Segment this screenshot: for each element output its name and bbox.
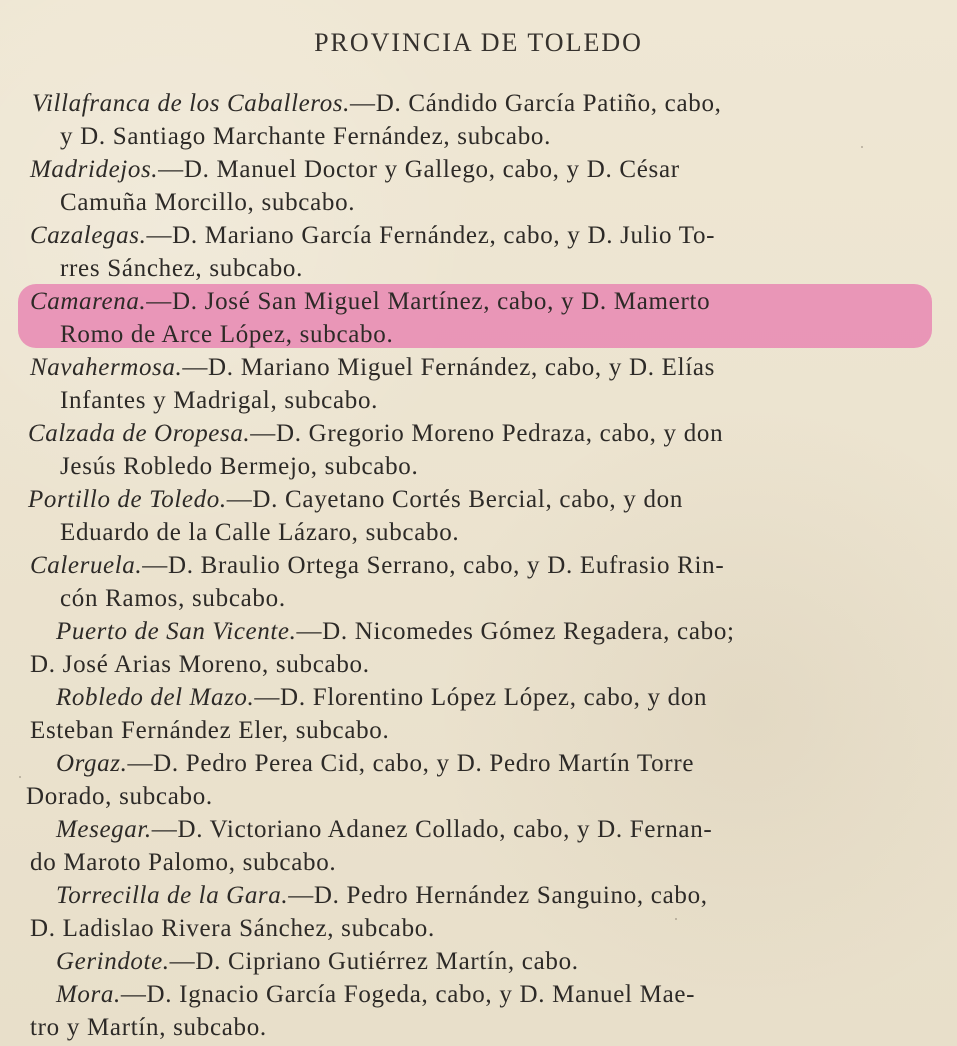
entry-14-text-1: —D. Ignacio García Fogeda, cabo, y D. Manuel Mae- xyxy=(120,981,696,1008)
entry-12-line-1 xyxy=(56,880,708,913)
entry-10-text-1: —D. Pedro Perea Cid, cabo, y D. Pedro Martín Torre xyxy=(127,750,695,777)
entry-4-text-1: —D. Mariano Miguel Fernández, cabo, y D. Elías xyxy=(182,354,716,381)
entry-4-place: Navahermosa. xyxy=(30,354,183,381)
entry-9-text-1: —D. Florentino López López, cabo, y don xyxy=(254,684,708,711)
entry-2-line-1 xyxy=(30,220,715,253)
entry-7-text-1: —D. Braulio Ortega Serrano, cabo, y D. Eufrasio Rin- xyxy=(142,552,725,579)
entry-7-line-2: cón Ramos, subcabo. xyxy=(60,585,286,612)
entry-4-line-2: Infantes y Madrigal, subcabo. xyxy=(60,387,379,414)
entry-13-text-1: —D. Cipriano Gutiérrez Martín, cabo. xyxy=(169,948,579,975)
entry-6-place: Portillo de Toledo. xyxy=(28,486,227,513)
entry-0-text-1: —D. Cándido García Patiño, cabo, xyxy=(350,90,722,117)
entry-7-place: Caleruela. xyxy=(30,552,143,579)
entry-1-line-1 xyxy=(30,154,680,187)
entry-11-place: Mesegar. xyxy=(56,816,152,843)
entry-6-text-1: —D. Cayetano Cortés Bercial, cabo, y don xyxy=(226,486,684,513)
entry-8-line-2: D. José Arias Moreno, subcabo. xyxy=(30,651,370,678)
entry-3-text-1: —D. José San Miguel Martínez, cabo, y D. Mamerto xyxy=(146,288,711,315)
entry-12-text-1: —D. Pedro Hernández Sanguino, cabo, xyxy=(288,882,708,909)
page-title: PROVINCIA DE TOLEDO xyxy=(314,28,643,57)
entry-5-line-2: Jesús Robledo Bermejo, subcabo. xyxy=(60,453,419,480)
entry-5-line-1 xyxy=(28,418,723,451)
entry-12-place: Torrecilla de la Gara. xyxy=(56,882,289,909)
entry-0-line-1 xyxy=(32,88,722,121)
entry-14-line-2: tro y Martín, subcabo. xyxy=(30,1014,267,1041)
paper-speck xyxy=(19,776,21,778)
entry-13-place: Gerindote. xyxy=(56,948,170,975)
entry-3-place: Camarena. xyxy=(30,288,147,315)
entry-14-line-1 xyxy=(56,979,695,1012)
entry-5-text-1: —D. Gregorio Moreno Pedraza, cabo, y don xyxy=(250,420,724,447)
entry-4-line-1 xyxy=(30,352,715,385)
entry-10-line-1 xyxy=(56,748,694,781)
entry-0-place: Villafranca de los Caballeros. xyxy=(32,90,350,117)
entry-10-place: Orgaz. xyxy=(56,750,128,777)
entry-1-text-1: —D. Manuel Doctor y Gallego, cabo, y D. César xyxy=(158,156,680,183)
entry-5-place: Calzada de Oropesa. xyxy=(28,420,251,447)
entry-1-place: Madridejos. xyxy=(30,156,159,183)
entry-14-place: Mora. xyxy=(56,981,121,1008)
paper-speck xyxy=(675,918,677,920)
entry-11-line-1 xyxy=(56,814,712,847)
entry-0-line-2: y D. Santiago Marchante Fernández, subcabo. xyxy=(60,123,552,150)
entry-6-line-1 xyxy=(28,484,683,517)
entry-11-line-2: do Maroto Palomo, subcabo. xyxy=(30,849,337,876)
entry-8-line-1 xyxy=(56,616,735,649)
entry-12-line-2: D. Ladislao Rivera Sánchez, subcabo. xyxy=(30,915,435,942)
entry-13-line-1 xyxy=(56,946,579,979)
entry-2-text-1: —D. Mariano García Fernández, cabo, y D. Julio To- xyxy=(146,222,716,249)
entry-9-line-2: Esteban Fernández Eler, subcabo. xyxy=(30,717,390,744)
entry-3-line-2: Romo de Arce López, subcabo. xyxy=(60,321,394,348)
entry-9-place: Robledo del Mazo. xyxy=(56,684,255,711)
entry-11-text-1: —D. Victoriano Adanez Collado, cabo, y D. Fernan- xyxy=(151,816,713,843)
entry-2-line-2: rres Sánchez, subcabo. xyxy=(60,255,304,282)
entry-6-line-2: Eduardo de la Calle Lázaro, subcabo. xyxy=(60,519,460,546)
entry-9-line-1 xyxy=(56,682,707,715)
entry-8-text-1: —D. Nicomedes Gómez Regadera, cabo; xyxy=(296,618,735,645)
entry-2-place: Cazalegas. xyxy=(30,222,147,249)
entry-7-line-1 xyxy=(30,550,724,583)
paper-speck xyxy=(861,146,863,148)
entry-3-line-1 xyxy=(30,286,710,319)
entry-10-line-2: Dorado, subcabo. xyxy=(26,783,213,810)
entry-8-place: Puerto de San Vicente. xyxy=(56,618,297,645)
entry-1-line-2: Camuña Morcillo, subcabo. xyxy=(60,189,356,216)
